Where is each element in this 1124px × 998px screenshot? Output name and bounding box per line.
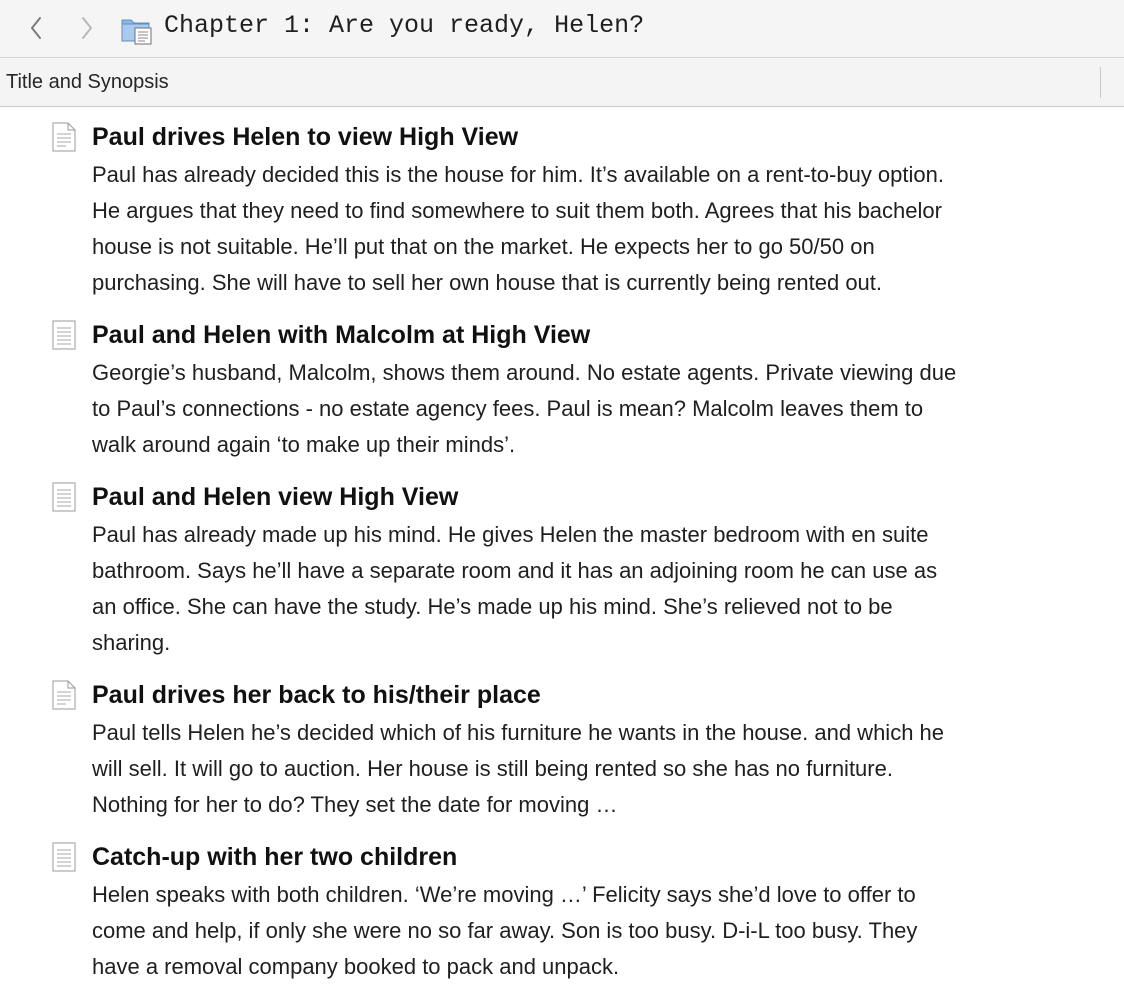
entry-title[interactable]: Paul and Helen view High View — [92, 483, 459, 511]
back-button[interactable] — [25, 14, 47, 42]
synopsis-line: bathroom. Says he’ll have a separate room and it has an adjoining room he can use as — [92, 558, 938, 583]
entry-title[interactable]: Paul and Helen with Malcolm at High View — [92, 321, 591, 349]
synopsis-line: Paul has already made up his mind. He gives Helen the master bedroom with en suite — [92, 522, 929, 547]
synopsis-line: Nothing for her to do? They set the date for moving … — [92, 792, 618, 817]
document-icon — [52, 320, 76, 350]
text-document-icon — [52, 680, 76, 710]
forward-button[interactable] — [76, 14, 98, 42]
synopsis-line: house is not suitable. He’ll put that on the market. He expects her to go 50/50 on — [92, 234, 875, 259]
entry-title[interactable]: Catch-up with her two children — [92, 843, 458, 871]
chevron-left-icon — [29, 16, 43, 40]
document-icon — [52, 842, 76, 872]
chapter-title: Chapter 1: Are you ready, Helen? — [164, 11, 645, 40]
entry-title[interactable]: Paul drives her back to his/their place — [92, 681, 541, 709]
column-header-bar — [0, 58, 1124, 107]
chevron-right-icon — [80, 16, 94, 40]
entry-synopsis[interactable] — [92, 355, 1102, 463]
column-header-title-synopsis[interactable]: Title and Synopsis — [6, 71, 169, 93]
chapter-header — [0, 0, 1124, 58]
synopsis-line: have a removal company booked to pack and unpack. — [92, 954, 620, 979]
synopsis-line: Georgie’s husband, Malcolm, shows them around. No estate agents. Private viewing due — [92, 360, 957, 385]
entry-synopsis[interactable] — [92, 157, 1102, 301]
entry-synopsis[interactable] — [92, 877, 1102, 985]
entry-synopsis[interactable] — [92, 715, 1102, 823]
synopsis-line: sharing. — [92, 630, 171, 655]
synopsis-line: will sell. It will go to auction. Her house is still being rented so she has no furniture. — [92, 756, 893, 781]
entry-synopsis[interactable] — [92, 517, 1102, 661]
column-resize-handle[interactable] — [1100, 67, 1101, 98]
synopsis-line: purchasing. She will have to sell her own house that is currently being rented out. — [92, 270, 883, 295]
synopsis-line: He argues that they need to find somewhere to suit them both. Agrees that his bachelor — [92, 198, 942, 223]
synopsis-line: an office. She can have the study. He’s made up his mind. She’s relieved not to be — [92, 594, 893, 619]
synopsis-line: Helen speaks with both children. ‘We’re moving …’ Felicity says she’d love to offer to — [92, 882, 916, 907]
document-icon — [52, 482, 76, 512]
synopsis-line: walk around again ‘to make up their minds’. — [92, 432, 516, 457]
text-document-icon — [52, 122, 76, 152]
synopsis-line: Paul tells Helen he’s decided which of his furniture he wants in the house. and which he — [92, 720, 945, 745]
synopsis-line: come and help, if only she were no so far away. Son is too busy. D-i-L too busy. They — [92, 918, 918, 943]
synopsis-line: Paul has already decided this is the house for him. It’s available on a rent-to-buy option. — [92, 162, 944, 187]
synopsis-line: to Paul’s connections - no estate agency fees. Paul is mean? Malcolm leaves them to — [92, 396, 924, 421]
folder-icon — [121, 15, 153, 45]
entry-title[interactable]: Paul drives Helen to view High View — [92, 123, 519, 151]
